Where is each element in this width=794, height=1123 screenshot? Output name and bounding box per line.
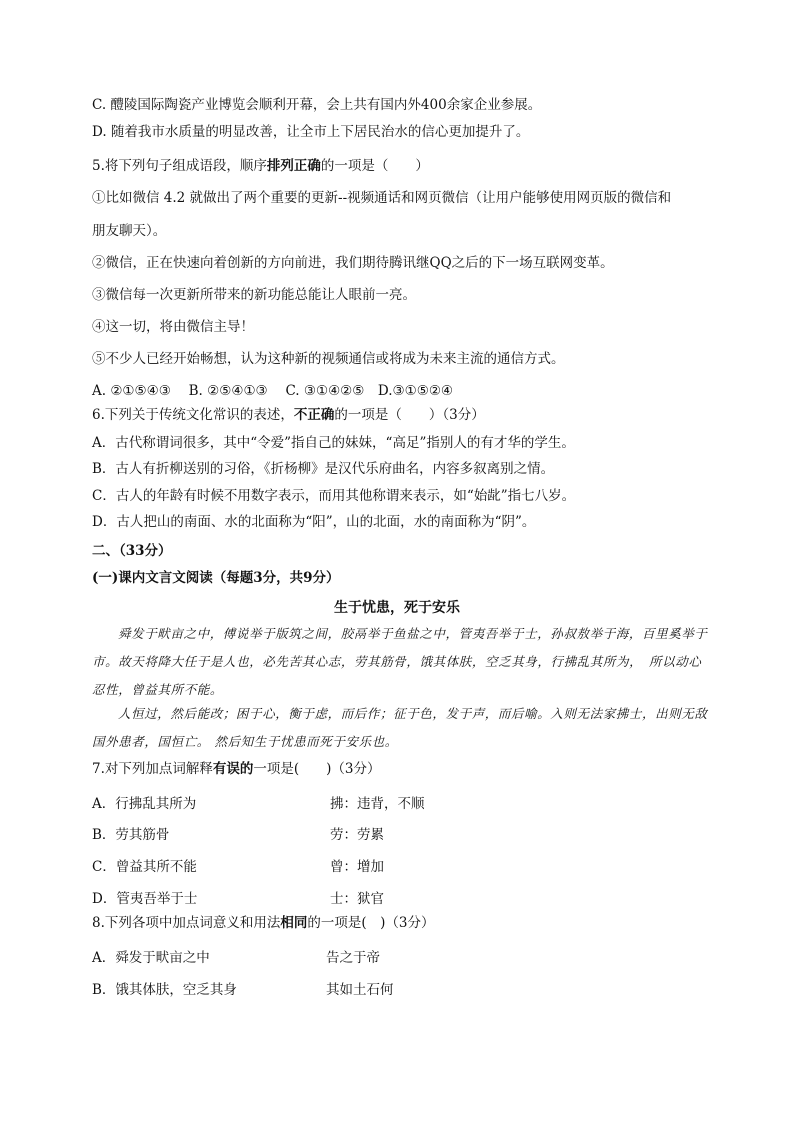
q7-option-d-left: D．管夷吾举于士 xyxy=(92,891,198,907)
question-7-stem xyxy=(92,760,381,778)
q7-option-d-right: 士：狱官 xyxy=(330,891,384,907)
passage-p1-line-a: 舜发于畎亩之中，傅说举于版筑之间，胶鬲举于鱼盐之中，管夷吾举于士，孙叔敖举于海，百 xyxy=(118,626,656,641)
q8-option-b-right: 其如土石何 xyxy=(326,982,394,998)
q7-option-a-left: A．行拂乱其所为 xyxy=(92,796,197,812)
question-6-option-b: B．古人有折柳送别的习俗，《折杨柳》是汉代乐府曲名，内容多叙离别之情。 xyxy=(92,461,555,477)
sentence-3: ③微信每一次更新所带来的新功能总能让人眼前一亮。 xyxy=(92,287,416,303)
sentence-1-line-b: 朋友聊天）。 xyxy=(92,223,167,239)
q6-text-bold: 不正确 xyxy=(293,407,335,423)
q8-option-a-left: A．舜发于畎亩之中 xyxy=(92,950,210,966)
question-5-stem xyxy=(92,157,429,175)
question-6-option-c: C．古人的年龄有时候不用数字表示，而用其他称谓来表示，如“始龀”指七八岁。 xyxy=(92,488,576,504)
q6-text-pre: 6.下列关于传统文化常识的表述， xyxy=(92,407,294,423)
q6-text-post: 的一项是（ ）（3分） xyxy=(334,407,485,423)
q7-option-b-left: B．劳其筋骨 xyxy=(92,827,170,843)
q8-text-post: 的一项是( )（3分） xyxy=(307,915,435,931)
q5-text-post: 的一项是（ ） xyxy=(320,158,429,174)
q7-text-bold: 有误的 xyxy=(212,761,254,777)
passage-title: 生于忧患，死于安乐 xyxy=(334,600,460,616)
option-c-line: C. 醴陵国际陶瓷产业博览会顺利开幕，会上共有国内外400余家企业参展。 xyxy=(92,97,542,113)
q8-option-b-left: B．饿其体肤，空乏其身 xyxy=(92,982,237,998)
q5-text-bold: 排列正确 xyxy=(266,158,321,174)
passage-paragraph-2 xyxy=(92,700,712,756)
q5-text-pre: 5.将下列句子组成语段，顺序 xyxy=(92,158,267,174)
subsection-1-heading: (一)课内文言文阅读（每题3分，共9分） xyxy=(92,570,340,586)
sentence-2: ②微信，正在快速向着创新的方向前进，我们期待腾讯继QQ之后的下一场互联网变革。 xyxy=(92,255,614,271)
q7-text-post: 一项是( )（3分） xyxy=(253,761,381,777)
question-8-stem xyxy=(92,914,435,932)
sentence-4: ④这一切，将由微信主导！ xyxy=(92,319,254,335)
passage-p2-line-a: 人恒过，然后能改；困于心，衡于虑，而后作；征于色，发于声，而后喻。入则无法家拂士， xyxy=(118,706,656,721)
question-6-option-a: A．古代称谓词很多，其中“令爱”指自己的妹妹，“高足”指别人的有才华的学生。 xyxy=(92,435,575,451)
q7-option-a-right: 拂：违背，不顺 xyxy=(330,796,425,812)
question-6-option-d: D．古人把山的南面、水的北面称为“阳”，山的北面，水的南面称为“阴”。 xyxy=(92,514,536,530)
passage-p2-line-b: 出则无敌国外患者，国恒亡。 然后知生于忧患而死于安乐也。 xyxy=(92,706,708,749)
q7-text-pre: 7.对下列加点词解释 xyxy=(92,761,213,777)
question-6-stem xyxy=(92,406,485,424)
q8-text-bold: 相同 xyxy=(280,915,308,931)
q7-option-c-right: 曾：增加 xyxy=(330,859,384,875)
question-5-options: A. ②①⑤④③ B. ②⑤④①③ C. ③①④②⑤ D.③①⑤②④ xyxy=(92,383,454,399)
q7-option-c-left: C．曾益其所不能 xyxy=(92,859,197,875)
passage-p1-line-c: 所为， 所以动心忍性，曾益其所不能。 xyxy=(92,654,702,697)
q8-option-a-right: 告之于帝 xyxy=(326,950,380,966)
passage-p1-line-b: 里奚举于市。故天将降大任于是人也，必先苦其心志，劳其筋骨，饿其体肤，空乏其身，行拂乱其 xyxy=(92,626,708,669)
sentence-5: ⑤不少人已经开始畅想，认为这种新的视频通信或将成为未来主流的通信方式。 xyxy=(92,351,565,367)
passage-paragraph-1 xyxy=(92,620,712,704)
option-d-line: D. 随着我市水质量的明显改善，让全市上下居民治水的信心更加提升了。 xyxy=(92,124,530,140)
q8-text-pre: 8.下列各项中加点词意义和用法 xyxy=(92,915,281,931)
section-2-heading: 二、（33分） xyxy=(92,543,172,559)
q7-option-b-right: 劳：劳累 xyxy=(330,827,384,843)
sentence-1-line-a: ①比如微信 4.2 就做出了两个重要的更新--视频通话和网页微信（让用户能够使用网页版的微信和 xyxy=(92,190,672,206)
